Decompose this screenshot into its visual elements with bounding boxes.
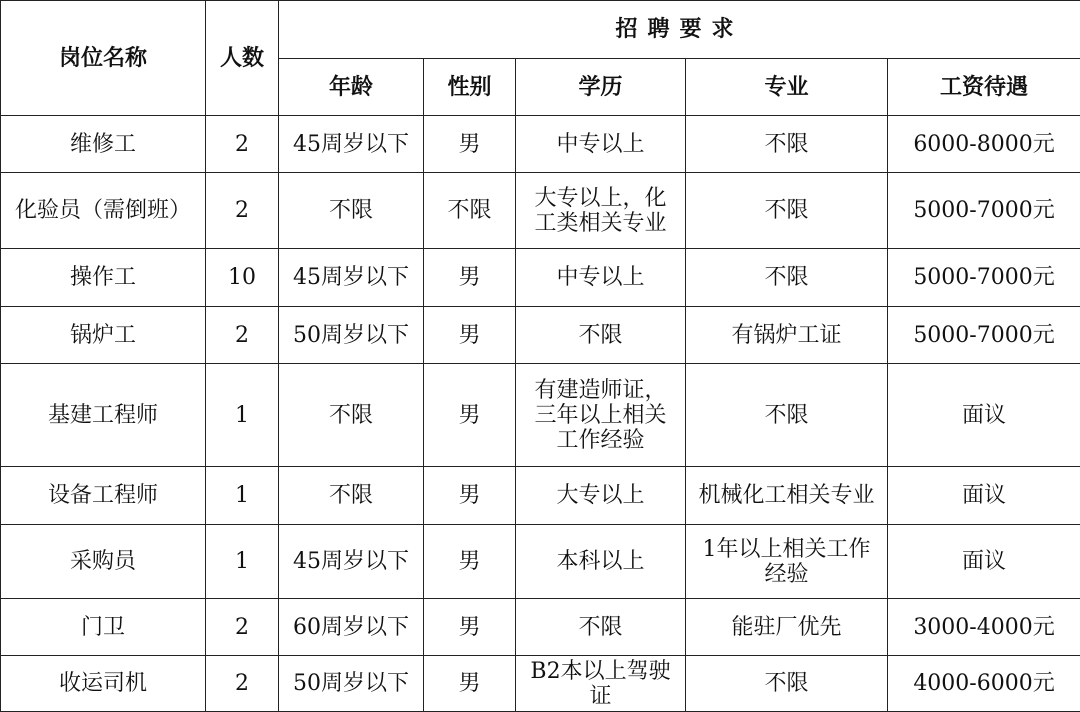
cell-salary: 6000-8000元 — [888, 116, 1080, 173]
cell-age: 50周岁以下 — [279, 307, 424, 364]
cell-salary: 5000-7000元 — [888, 173, 1080, 249]
cell-education: 有建造师证，三年以上相关工作经验 — [516, 364, 686, 467]
header-gender: 性别 — [424, 59, 516, 116]
cell-position: 采购员 — [1, 525, 206, 599]
cell-education: 中专以上 — [516, 249, 686, 307]
cell-major: 1年以上相关工作经验 — [686, 525, 888, 599]
cell-count: 1 — [206, 364, 279, 467]
cell-salary: 4000-6000元 — [888, 656, 1080, 712]
cell-gender: 男 — [424, 364, 516, 467]
cell-position: 维修工 — [1, 116, 206, 173]
cell-position: 收运司机 — [1, 656, 206, 712]
cell-salary: 面议 — [888, 525, 1080, 599]
cell-age: 不限 — [279, 467, 424, 525]
header-major: 专业 — [686, 59, 888, 116]
table-row — [1, 364, 1080, 467]
cell-major: 不限 — [686, 116, 888, 173]
cell-position: 化验员（需倒班） — [1, 173, 206, 249]
cell-position: 操作工 — [1, 249, 206, 307]
cell-major: 不限 — [686, 249, 888, 307]
cell-count: 1 — [206, 467, 279, 525]
cell-position: 门卫 — [1, 599, 206, 656]
cell-position: 基建工程师 — [1, 364, 206, 467]
table-row — [1, 599, 1080, 656]
cell-gender: 男 — [424, 467, 516, 525]
table-row — [1, 173, 1080, 249]
cell-gender: 不限 — [424, 173, 516, 249]
cell-education: 大专以上 — [516, 467, 686, 525]
cell-salary: 面议 — [888, 467, 1080, 525]
cell-age: 50周岁以下 — [279, 656, 424, 712]
cell-gender: 男 — [424, 307, 516, 364]
cell-education: 本科以上 — [516, 525, 686, 599]
cell-major: 有锅炉工证 — [686, 307, 888, 364]
cell-count: 2 — [206, 173, 279, 249]
header-count: 人数 — [206, 1, 279, 116]
cell-age: 45周岁以下 — [279, 525, 424, 599]
cell-count: 2 — [206, 116, 279, 173]
header-row-1 — [1, 1, 1080, 59]
header-position: 岗位名称 — [1, 1, 206, 116]
cell-count: 2 — [206, 599, 279, 656]
cell-count: 2 — [206, 656, 279, 712]
table-row — [1, 116, 1080, 173]
table-row — [1, 525, 1080, 599]
cell-major: 机械化工相关专业 — [686, 467, 888, 525]
cell-salary: 5000-7000元 — [888, 249, 1080, 307]
table-row — [1, 307, 1080, 364]
cell-salary: 3000-4000元 — [888, 599, 1080, 656]
cell-count: 2 — [206, 307, 279, 364]
table-row — [1, 467, 1080, 525]
cell-salary: 5000-7000元 — [888, 307, 1080, 364]
cell-age: 60周岁以下 — [279, 599, 424, 656]
header-salary: 工资待遇 — [888, 59, 1080, 116]
cell-major: 能驻厂优先 — [686, 599, 888, 656]
header-requirements: 招聘要求 — [279, 1, 1080, 59]
table-row — [1, 249, 1080, 307]
cell-gender: 男 — [424, 656, 516, 712]
header-education: 学历 — [516, 59, 686, 116]
cell-gender: 男 — [424, 249, 516, 307]
cell-education: B2本以上驾驶证 — [516, 656, 686, 712]
cell-education: 不限 — [516, 599, 686, 656]
cell-education: 不限 — [516, 307, 686, 364]
cell-major: 不限 — [686, 364, 888, 467]
table-row — [1, 656, 1080, 712]
cell-salary: 面议 — [888, 364, 1080, 467]
cell-gender: 男 — [424, 599, 516, 656]
cell-gender: 男 — [424, 525, 516, 599]
cell-gender: 男 — [424, 116, 516, 173]
cell-position: 锅炉工 — [1, 307, 206, 364]
header-age: 年龄 — [279, 59, 424, 116]
cell-education: 大专以上，化工类相关专业 — [516, 173, 686, 249]
cell-position: 设备工程师 — [1, 467, 206, 525]
cell-age: 45周岁以下 — [279, 249, 424, 307]
cell-count: 10 — [206, 249, 279, 307]
cell-age: 45周岁以下 — [279, 116, 424, 173]
cell-count: 1 — [206, 525, 279, 599]
cell-age: 不限 — [279, 364, 424, 467]
cell-major: 不限 — [686, 656, 888, 712]
cell-major: 不限 — [686, 173, 888, 249]
cell-education: 中专以上 — [516, 116, 686, 173]
cell-age: 不限 — [279, 173, 424, 249]
